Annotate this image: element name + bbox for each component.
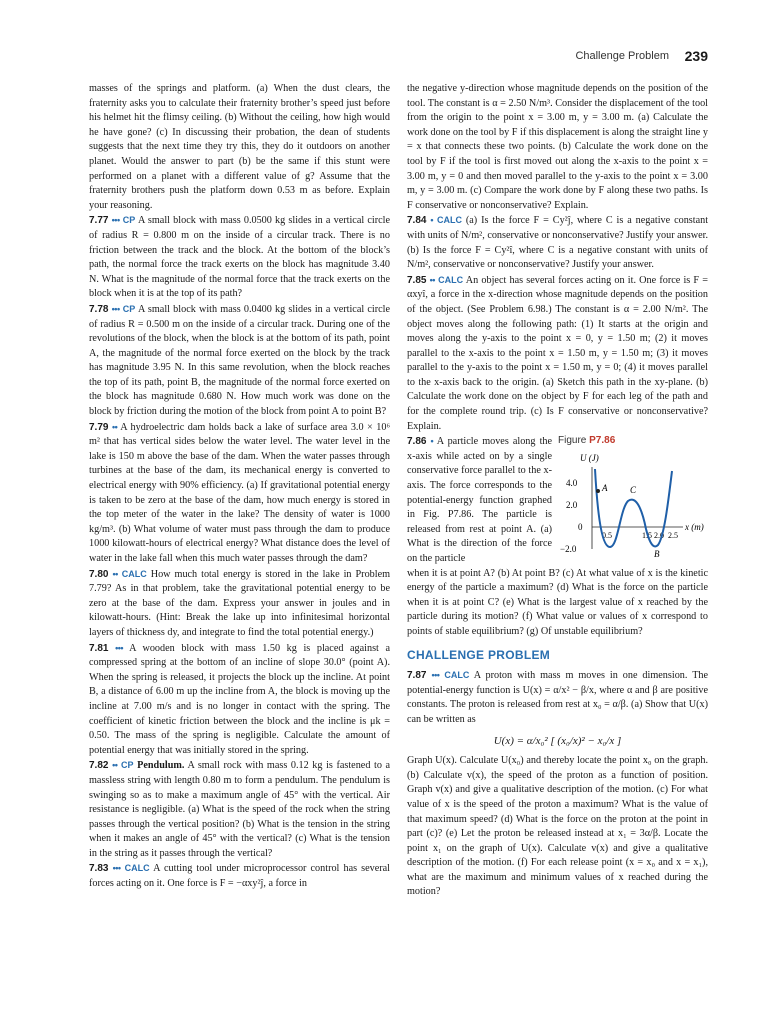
problem-text: How much total energy is stored in the lake in Problem 7.79? As in that problem, take the gravitational potential energy to be zero at the base of the dam. Express your answer in joules and in kilowatt-hours. (Hint: Break the lake up into infinitesimal horizontal layers of thickness dy, and integrate to find the total potential energy.) [89, 568, 391, 638]
left-column [89, 82, 390, 892]
problem-7-84 [407, 213, 708, 272]
figure-label-number: P7.86 [589, 435, 616, 447]
x-tick-2-0: 2.0 [654, 530, 664, 540]
problem-title: Pendulum. [137, 760, 185, 772]
page-header [0, 48, 768, 68]
problem-number: 7.78 [89, 303, 109, 315]
y-tick-4: 4.0 [566, 477, 578, 488]
problem-tag: CALC [436, 215, 462, 226]
problem-7-86-wrap [407, 434, 708, 566]
x-axis-label: x (m) [685, 521, 704, 532]
y-tick-neg2: −2.0 [560, 543, 577, 554]
x-tick-1-5: 1.5 [642, 530, 652, 540]
figure-label [558, 434, 708, 449]
page-number: 239 [684, 48, 708, 64]
point-a-label: A [602, 482, 608, 493]
y-axis-label: U (J) [580, 452, 599, 463]
difficulty-dots: ••• [112, 863, 121, 874]
y-tick-2: 2.0 [566, 499, 578, 510]
problem-text: A wooden block with mass 1.50 kg is placed against a compressed spring at the bottom of an incline of slope 30.0° (point A). When the spring is released, it projects the block up the incline. At point B, a distance of 6.00 m up the incline from A, the block is moving up the incline at 7.00 m/s and is no longer in contact with the spring. The coefficient of kinetic friction between the block and the incline is μk = 0.50. The mass of the spring is negligible. Calculate the amount of potential energy that was initially stored in the spring. [89, 642, 391, 756]
difficulty-dots: ••• [115, 642, 124, 653]
problem-7-87-continued: Graph U(x). Calculate U(x₀) and thereby locate the point x₀ on the graph. (b) Calculate v(x), the speed of the proton as a function of position. Graph v(x) and give a qualitative description of the motion. (c) For what value of x is the speed of the proton a maximum? What is the value of that maximum speed? (d) What is the force on the proton at the point in part (c)? (e) Let the proton be released instead at x₁ = 3α/β. Locate the point x₁ on the graph of U(x). Calculate v(x) and give a qualitative description of the motion. (f) For each release point (x = x₀ and x = x₁), what are the maximum and minimum values of x reached during the motion? [407, 755, 708, 898]
difficulty-dots: •• [111, 421, 118, 432]
point-c-label: C [630, 484, 637, 495]
problem-tag: CALC [121, 568, 147, 579]
problem-7-87 [407, 668, 708, 727]
difficulty-dots: ••• [111, 215, 120, 226]
problem-number: 7.82 [89, 760, 109, 772]
problem-number: 7.77 [89, 215, 109, 227]
problem-tag: CP [122, 303, 136, 314]
problem-tag: CALC [124, 863, 150, 874]
right-column [407, 82, 708, 900]
difficulty-dots: •• [112, 568, 118, 579]
figure-p7-86 [558, 434, 708, 564]
problem-7-82 [89, 758, 390, 861]
problem-tag: CP [121, 760, 134, 771]
problem-text: A cutting tool under microprocessor control has several forces acting on it. One force is F = −αxy²ĵ, a force in [89, 863, 391, 890]
problem-7-85 [407, 273, 708, 435]
problem-text: A proton with mass m moves in one dimension. The potential-energy function is U(x) = α/x² − β/x, where α and β are positive constants. The proton is released from rest at x₀ = α/β. (a) Show that U(x) can be written as [407, 670, 709, 725]
problem-7-80 [89, 567, 390, 641]
section-title: Challenge Problem [575, 50, 669, 62]
problem-number: 7.85 [407, 274, 427, 286]
problem-text: A particle moves along the x-axis while acted on by a single conservative force parallel to the x-axis. The force corresponds to the potential-energy function graphed in Fig. P7.86. The particle is released from rest at point A. (a) What is the direction of the force on the particle [407, 436, 553, 564]
problem-7-83-continued: the negative y-direction whose magnitude depends on the position of the tool. The constant is α = 2.50 N/m³. Consider the displacement of the tool from the origin to the point x = 3.00 m, y = 3.00 m. (a) Calculate the work done on the tool by F if this displacement is along the straight line y = x that connects these two points. (b) Calculate the work done on the tool by F if the tool is first moved out along the x-axis to the point x = 3.00 m, y = 0 and then moved parallel to the y-axis to the point x = 3.00 m, y = 3.00 m. (c) Compare the work done by F along these two paths. Is F conservative or nonconservative? Explain. [407, 83, 708, 211]
y-tick-0: 0 [578, 521, 583, 532]
problem-tag: CALC [444, 670, 470, 681]
problem-7-86-continued: when it is at point A? (b) At point B? (c) At what value of x is the kinetic energy of the particle a maximum? (d) What is the force on the particle when it is at point C? (e) What is the largest value of x reached by the particle during its motion? (f) What value or values of x correspond to points of stable equilibrium? (g) Of unstable equilibrium? [407, 567, 708, 637]
problem-7-83 [89, 861, 390, 891]
problem-text: A small block with mass 0.0500 kg slides in a vertical circle of radius R = 0.800 m on the inside of a circular track. There is no friction between the track and the block. At the bottom of the block’s path, the normal force the track exerts on the block has magnitude 3.40 N. What is the magnitude of the normal force that the track exerts on the block when it is at the top of its path? [89, 215, 390, 300]
problem-text: A small block with mass 0.0400 kg slides in a vertical circle of radius R = 0.500 m on the inside of a circular track. During one of the revolutions of the block, when the block is at the bottom of its path, point A, the magnitude of the normal force exerted on the block by the track has magnitude 3.95 N. In this same revolution, when the block reaches the top of its path, point B, the magnitude of the normal force exerted on the block has magnitude 0.680 N. How much work was done on the block by friction during the motion of the block from point A to point B? [89, 303, 390, 418]
intro-paragraph: masses of the springs and platform. (a) When the dust clears, the fraternity asks you to calculate their fraternity brother’s speed just before his helmet hit the flimsy ceiling. (b) Without the ceiling, how high would he have gone? (c) In discussing their probation, the dean of students suggests that the next time they try this, they do it outdoors on another planet. Would the answer to part (b) be the same if this stunt were performed on a planet with a different value of g? Assume that the fraternity brothers push the platform down 0.53 m as before. Explain your reasoning. [89, 83, 390, 211]
difficulty-dots: •• [429, 274, 435, 285]
problem-number: 7.83 [89, 863, 109, 875]
difficulty-dots: • [430, 436, 434, 447]
problem-text: (a) Is the force F = Cy²ĵ, where C is a negative constant with units of N/m², conservative or nonconservative? Justify your answer. (b) Is the force F = Cy²î, where C is a negative constant with units of N/m², conservative or nonconservative? Justify your answer. [407, 215, 709, 271]
problem-7-81 [89, 641, 390, 759]
problem-text: A hydroelectric dam holds back a lake of surface area 3.0 × 10⁶ m² that has vertical sides below the water level. The water level in the lake is 150 m above the base of the dam. When the water passes through turbines at the base of the dam, its mechanical energy is converted to electrical energy with 90% efficiency. (a) If gravitational potential energy is taken to be zero at the base of the dam, how much energy is stored in the top meter of the water in the lake? The density of water is 1000 kg/m³. (b) What volume of water must pass through the dam to produce 1000 kilowatt-hours of electrical energy? What distance does the level of water in the lake fall when this much water passes through the dam? [89, 421, 391, 564]
problem-number: 7.87 [407, 670, 427, 682]
problem-number: 7.81 [89, 642, 109, 654]
problem-7-79 [89, 420, 390, 567]
difficulty-dots: ••• [431, 670, 440, 681]
problem-tag: CALC [438, 274, 464, 285]
potential-energy-graph [558, 449, 708, 565]
problem-number: 7.86 [407, 436, 427, 448]
problem-text: A small rock with mass 0.12 kg is fastened to a massless string with length 0.80 m to form a pendulum. The pendulum is swinging so as to make a maximum angle of 45° with the vertical. Air resistance is negligible. (a) What is the speed of the rock when the string passes through the vertical position? (b) What is the tension in the string when it makes an angle of 45° with the vertical? (c) What is the tension in the string as it passes through the vertical? [89, 760, 391, 859]
problem-number: 7.84 [407, 215, 427, 227]
problem-tag: CP [122, 215, 136, 226]
problem-text: An object has several forces acting on it. One force is F = αxyî, a force in the x-direction whose magnitude depends on the position of the object. (See Problem 6.98.) The constant is α = 2.00 N/m². The object moves along the following path: (1) It starts at the origin and moves along the y-axis to the point x = 0, y = 1.50 m; (2) it moves parallel to the x-axis to the point x = 1.50 m, y = 1.50 m; (3) it moves parallel to the y-axis to the point x = 1.50 m, y = 0; (4) it moves parallel to the x-axis back to the origin. (a) Sketch this path in the xy-plane. (b) Calculate the work done on the object by F for each leg of the path and for the complete round trip. (c) Is F conservative or nonconservative? Explain. [407, 274, 709, 432]
potential-energy-formula: U(x) = α/x₀² [ (x₀/x)² − x₀/x ] [493, 734, 622, 747]
point-b-label: B [654, 548, 660, 559]
difficulty-dots: • [430, 215, 434, 226]
x-tick-2-5: 2.5 [668, 530, 678, 540]
problem-number: 7.80 [89, 568, 109, 580]
x-tick-0-5: 0.5 [602, 530, 612, 540]
difficulty-dots: •• [112, 760, 118, 771]
figure-label-prefix: Figure [558, 435, 587, 447]
problem-number: 7.79 [89, 421, 109, 433]
challenge-problem-heading: CHALLENGE PROBLEM [407, 647, 551, 662]
problem-7-78 [89, 302, 390, 420]
difficulty-dots: ••• [111, 303, 120, 314]
problem-7-77 [89, 213, 390, 302]
point-a-marker [596, 489, 600, 493]
problem-7-86 [407, 434, 552, 566]
